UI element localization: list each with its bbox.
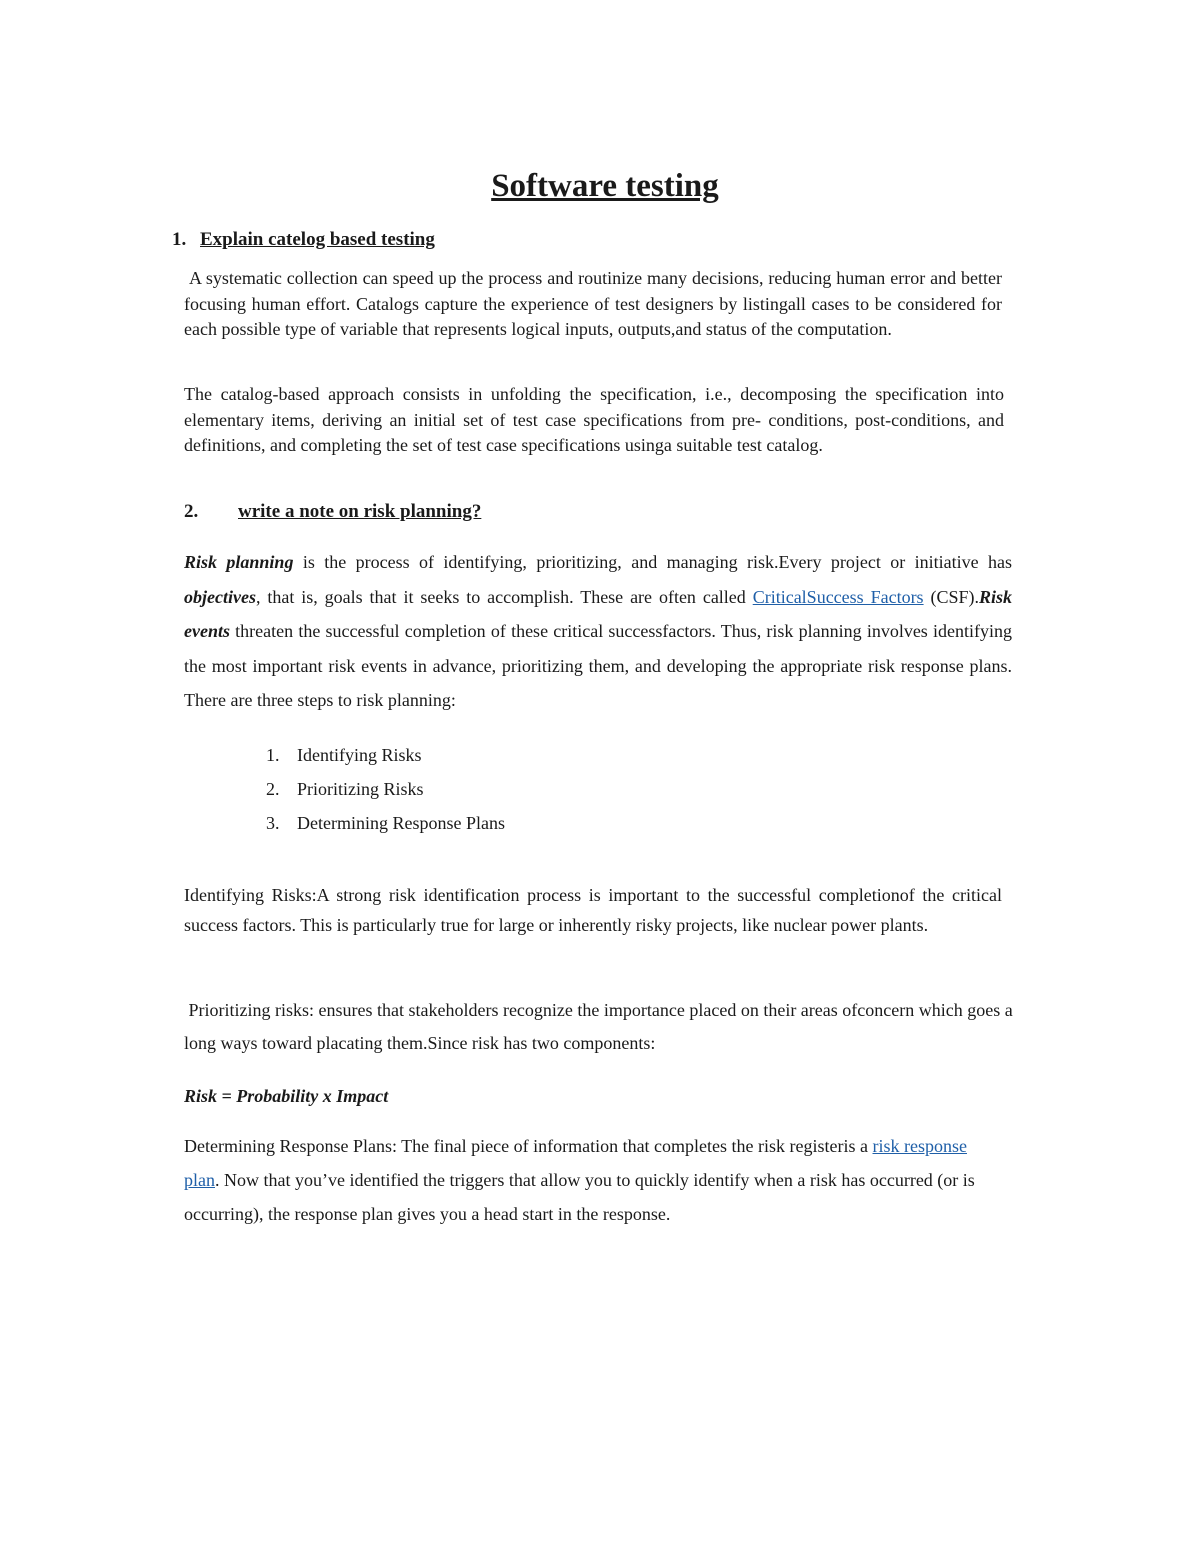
list-item <box>266 740 505 774</box>
term-objectives: objectives <box>184 586 256 607</box>
step-number: 2. <box>266 779 280 799</box>
risk-response-plan-link[interactable]: risk response plan <box>184 1136 967 1190</box>
intro-text-4: threaten the successful completion of these critical successfactors. Thus, risk planning involves identifying the most important risk events in advance, prioritizing them, and developing the appropriate risk response plans. There are three steps to risk planning: <box>184 621 1012 711</box>
risk-formula: Risk = Probability x Impact <box>184 1086 389 1106</box>
step-label: Determining Response Plans <box>297 813 505 833</box>
section-2-title: write a note on risk planning? <box>238 501 482 522</box>
section-1-paragraph-2: The catalog-based approach consists in unfolding the specification, i.e., decomposing the specification into elementary items, deriving an initial set of test case specifications from pre- conditions, post-conditions, and definitions, and completing the set of test case specifications usinga suitable test catalog. <box>184 384 1004 455</box>
step-label: Identifying Risks <box>297 745 422 765</box>
list-item <box>266 808 505 842</box>
determining-text-2: . Now that you’ve identified the triggers that allow you to quickly identify when a risk has occurred (or is occurring), the response plan gives you a head start in the response. <box>184 1170 975 1224</box>
term-risk-planning: Risk planning <box>184 552 294 572</box>
section-2-number: 2. <box>184 501 199 522</box>
page-title: Software testing <box>491 168 719 204</box>
section-1-number: 1. <box>172 229 187 250</box>
section-2-heading <box>184 500 481 524</box>
section-1-paragraph-1: A systematic collection can speed up the process and routinize many decisions, reducing human error and better focusing human effort. Catalogs capture the experience of test designers by listingall cases to be considered for each possible type of variable that represents logical inputs, outputs,and status of the computation. <box>184 268 1007 339</box>
determining-text-1: Determining Response Plans: The final piece of information that completes the risk registeris a <box>184 1136 873 1156</box>
section-1-title: Explain catelog based testing <box>200 229 435 250</box>
step-number: 1. <box>266 745 280 765</box>
risk-planning-steps <box>266 740 505 842</box>
section-1-heading <box>172 228 435 252</box>
term-risk-events: Risk events <box>184 586 1013 642</box>
prioritizing-risks-paragraph: Prioritizing risks: ensures that stakeholders recognize the importance placed on their areas ofconcern which goes a long ways toward placating them.Since risk has two components: <box>184 1000 1018 1053</box>
step-number: 3. <box>266 813 280 833</box>
intro-text-3: (CSF). <box>923 586 979 607</box>
identifying-risks-paragraph: Identifying Risks:A strong risk identification process is important to the successful completionof the critical success factors. This is particularly true for large or inherently risky projects, like nuclear power plants. <box>184 885 1002 935</box>
step-label: Prioritizing Risks <box>297 779 424 799</box>
intro-text-1: is the process of identifying, prioritizing, and managing risk.Every project or initiative has <box>293 552 1012 572</box>
determining-response-plans-paragraph <box>184 1129 1002 1231</box>
risk-planning-intro <box>184 545 1012 718</box>
critical-success-factors-link[interactable]: CriticalSuccess Factors <box>752 586 924 607</box>
intro-text-2: , that is, goals that it seeks to accomplish. These are often called <box>255 586 753 607</box>
list-item <box>266 774 505 808</box>
